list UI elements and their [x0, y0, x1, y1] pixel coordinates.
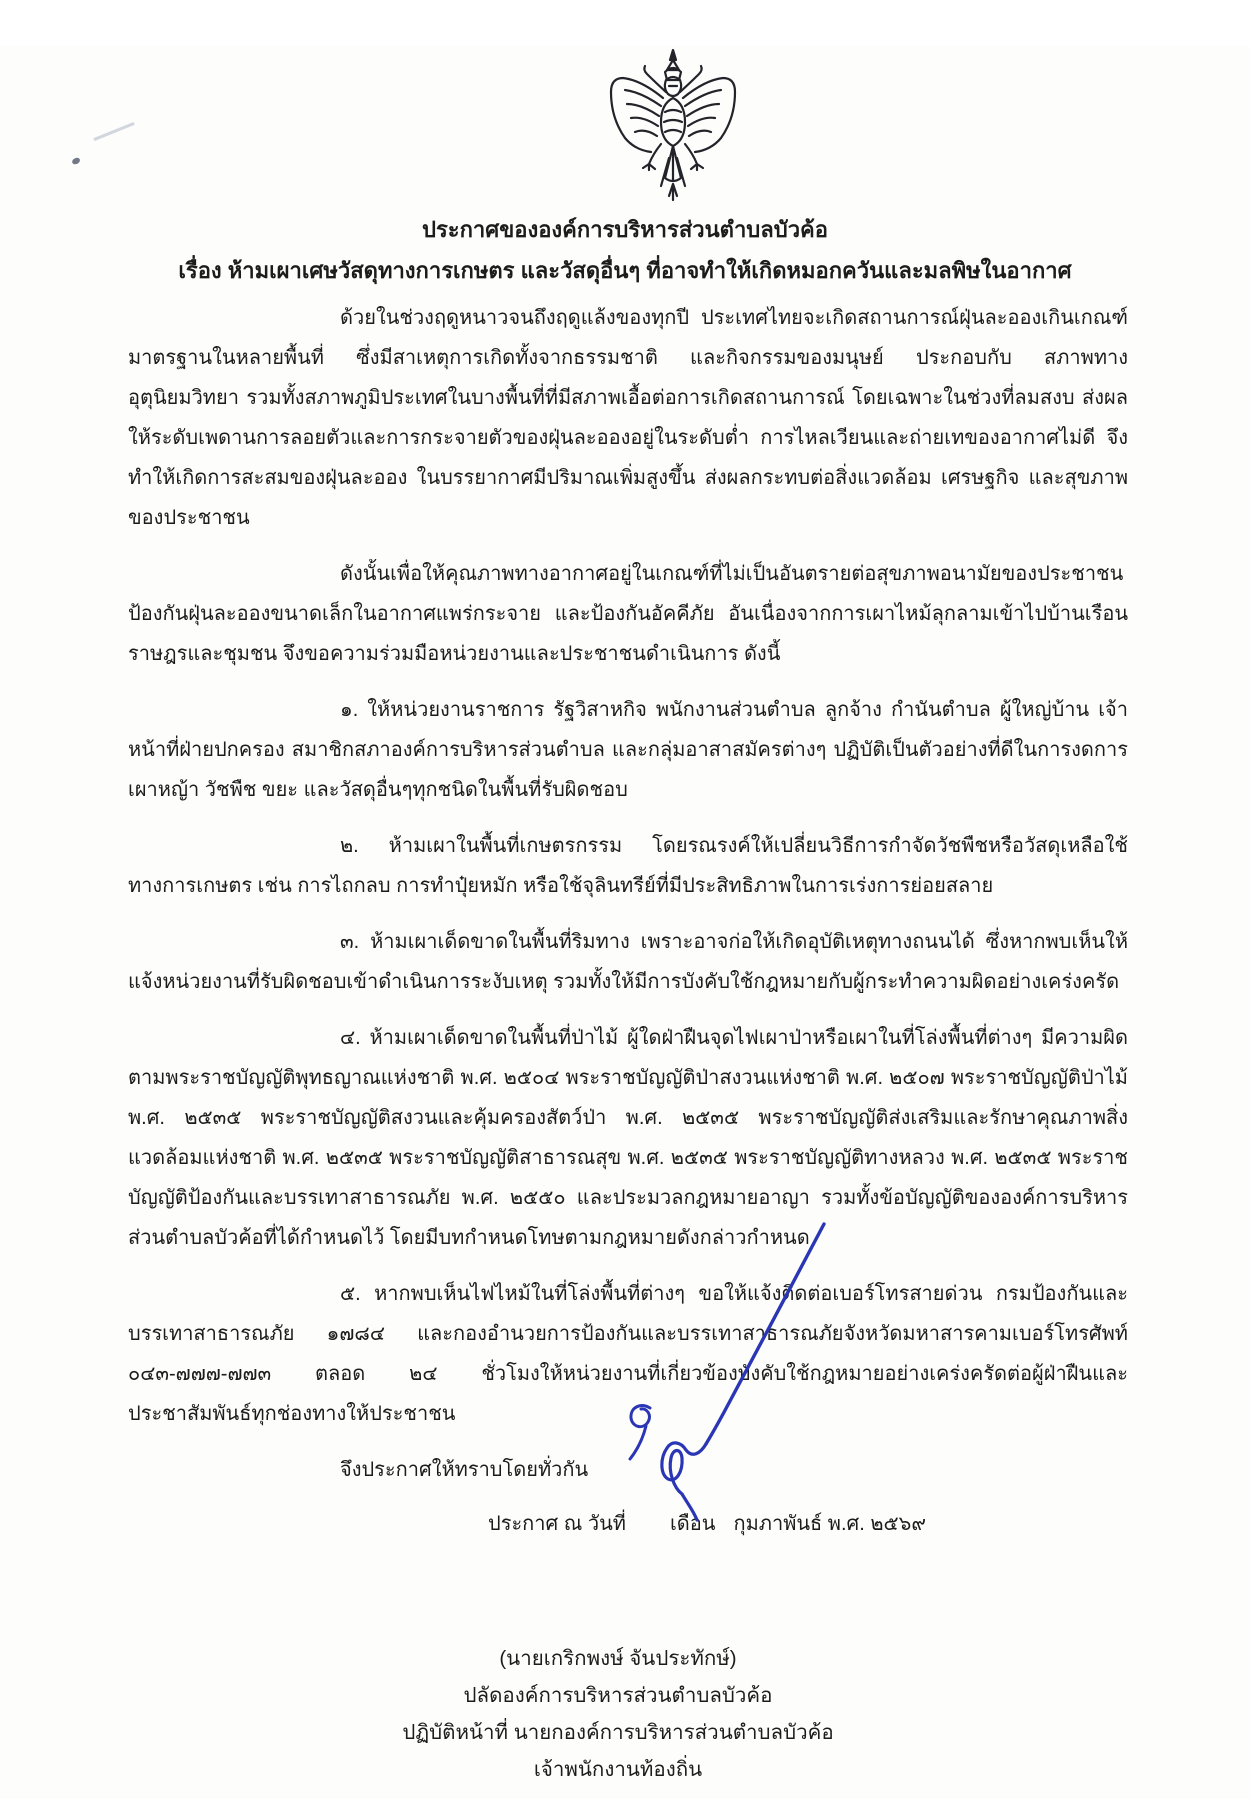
list-item-2: ๒. ห้ามเผาในพื้นที่เกษตรกรรม โดยรณรงค์ให้เปลี่ยนวิธีการกำจัดวัชพืชหรือวัสดุเหลือใช้ทางการเกษตร เช่น การไถกลบ การทำปุ๋ยหมัก หรือใช้จุลินทรีย์ที่มีประสิทธิภาพในการเร่งการย่อยสลาย [128, 835, 1128, 897]
paragraph-intro: ด้วยในช่วงฤดูหนาวจนถึงฤดูแล้งของทุกปี ประเทศไทยจะเกิดสถานการณ์ฝุ่นละอองเกินเกณฑ์มาตรฐานในหลายพื้นที่ ซึ่งมีสาเหตุการเกิดทั้งจากธรรมชาติ และกิจกรรมของมนุษย์ ประกอบกับ สภาพทางอุตุนิยมวิทยา รวมทั้งสภาพภูมิประเทศในบางพื้นที่ที่มีสภาพเอื้อต่อการเกิดสถานการณ์ โดยเฉพาะในช่วงที่ลมสงบ ส่งผลให้ระดับเพดานการลอยตัวและการกระจายตัวของฝุ่นละอองอยู่ในระดับต่ำ การไหลเวียนและถ่ายเทของอากาศไม่ดี จึงทำให้เกิดการสะสมของฝุ่นละออง ในบรรยากาศมีปริมาณเพิ่มสูงขึ้น ส่งผลกระทบต่อสิ่งแวดล้อม เศรษฐกิจ และสุขภาพของประชาชน [128, 307, 1128, 529]
document-title-line2: เรื่อง ห้ามเผาเศษวัสดุทางการเกษตร และวัสดุอื่นๆ ที่อาจทำให้เกิดหมอกควันและมลพิษในอากาศ [178, 258, 1072, 283]
list-item-3: ๓. ห้ามเผาเด็ดขาดในพื้นที่ริมทาง เพราะอาจก่อให้เกิดอุบัติเหตุทางถนนได้ ซึ่งหากพบเห็นให้แจ้งหน่วยงานที่รับผิดชอบเข้าดำเนินการระงับเหตุ รวมทั้งให้มีการบังคับใช้กฎหมายกับผู้กระทำความผิดอย่างเคร่งครัด [128, 931, 1128, 993]
pencil-smudge-dot [71, 157, 80, 165]
signer-position-2: ปฏิบัติหน้าที่ นายกองค์การบริหารส่วนตำบลบัวค้อ [402, 1721, 834, 1744]
handwritten-day-value [626, 1530, 627, 1531]
list-item-4: ๔. ห้ามเผาเด็ดขาดในพื้นที่ป่าไม้ ผู้ใดฝ่าฝืนจุดไฟเผาป่าหรือเผาในที่โล่งพื้นที่ต่างๆ มีความผิดตามพระราชบัญญัติพุทธญาณแห่งชาติ พ.ศ. ๒๕๐๔ พระราชบัญญัติป่าสงวนแห่งชาติ พ.ศ. ๒๕๐๗ พระราชบัญญัติป่าไม้ พ.ศ. ๒๕๓๕ พระราชบัญญัติสงวนและคุ้มครองสัตว์ป่า พ.ศ. ๒๕๓๕ พระราชบัญญัติส่งเสริมและรักษาคุณภาพสิ่งแวดล้อมแห่งชาติ พ.ศ. ๒๕๓๕ พระราชบัญญัติสาธารณสุข พ.ศ. ๒๕๓๕ พระราชบัญญัติทางหลวง พ.ศ. ๒๕๓๕ พระราชบัญญัติป้องกันและบรรเทาสาธารณภัย พ.ศ. ๒๕๕๐ และประมวลกฎหมายอาญา รวมทั้งข้อบัญญัติขององค์การบริหารส่วนตำบลบัวค้อที่ได้กำหนดไว้ โดยมีบทกำหนดโทษตามกฎหมายดังกล่าวกำหนด [128, 1027, 1128, 1249]
announcement-date-line [128, 1504, 1128, 1544]
signer-name: (นายเกริกพงษ์ จันประทักษ์) [499, 1647, 737, 1670]
garuda-emblem-icon [603, 46, 743, 206]
paragraph-purpose: ดังนั้นเพื่อให้คุณภาพทางอากาศอยู่ในเกณฑ์ที่ไม่เป็นอันตรายต่อสุขภาพอนามัยของประชาชน ป้องกันฝุ่นละอองขนาดเล็กในอากาศแพร่กระจาย และป้องกันอัคคีภัย อันเนื่องจากการเผาไหม้ลุกลามเข้าไปบ้านเรือนราษฎรและชุมชน จึงขอความร่วมมือหน่วยงานและประชาชนดำเนินการ ดังนี้ [128, 563, 1128, 665]
pencil-smudge-dash [93, 122, 135, 141]
document-title-line1: ประกาศขององค์การบริหารส่วนตำบลบัวค้อ [421, 217, 828, 242]
list-item-5: ๕. หากพบเห็นไฟไหม้ในที่โล่งพื้นที่ต่างๆ ขอให้แจ้งติดต่อเบอร์โทรสายด่วน กรมป้องกันและบรรเทาสาธารณภัย ๑๗๘๔ และกองอำนวยการป้องกันและบรรเทาสาธารณภัยจังหวัดมหาสารคามเบอร์โทรศัพท์ ๐๔๓-๗๗๗-๗๗๓ ตลอด ๒๔ ชั่วโมงให้หน่วยงานที่เกี่ยวข้องบังคับใช้กฎหมายอย่างเคร่งครัดต่อผู้ฝ่าฝืนและประชาสัมพันธ์ทุกช่องทางให้ประชาชน [128, 1283, 1128, 1425]
list-item-1: ๑. ให้หน่วยงานราชการ รัฐวิสาหกิจ พนักงานส่วนตำบล ลูกจ้าง กำนันตำบล ผู้ใหญ่บ้าน เจ้าหน้าที่ฝ่ายปกครอง สมาชิกสภาองค์การบริหารส่วนตำบล และกลุ่มอาสาสมัครต่างๆ ปฏิบัติเป็นตัวอย่างที่ดีในการงดการเผาหญ้า วัชพืช ขยะ และวัสดุอื่นๆทุกชนิดในพื้นที่รับผิดชอบ [128, 699, 1128, 801]
signature-block [118, 1640, 1118, 1788]
signer-position-3: เจ้าพนักงานท้องถิ่น [533, 1758, 703, 1781]
date-prefix: ประกาศ ณ วันที่ [488, 1513, 626, 1535]
document-page [0, 46, 1250, 1799]
closing-statement: จึงประกาศให้ทราบโดยทั่วกัน [340, 1459, 589, 1481]
signer-position-1: ปลัดองค์การบริหารส่วนตำบลบัวค้อ [463, 1684, 773, 1707]
date-month-year: กุมภาพันธ์ พ.ศ. ๒๕๖๙ [733, 1513, 927, 1535]
date-month-label: เดือน [669, 1513, 716, 1535]
document-body [0, 298, 1250, 1788]
